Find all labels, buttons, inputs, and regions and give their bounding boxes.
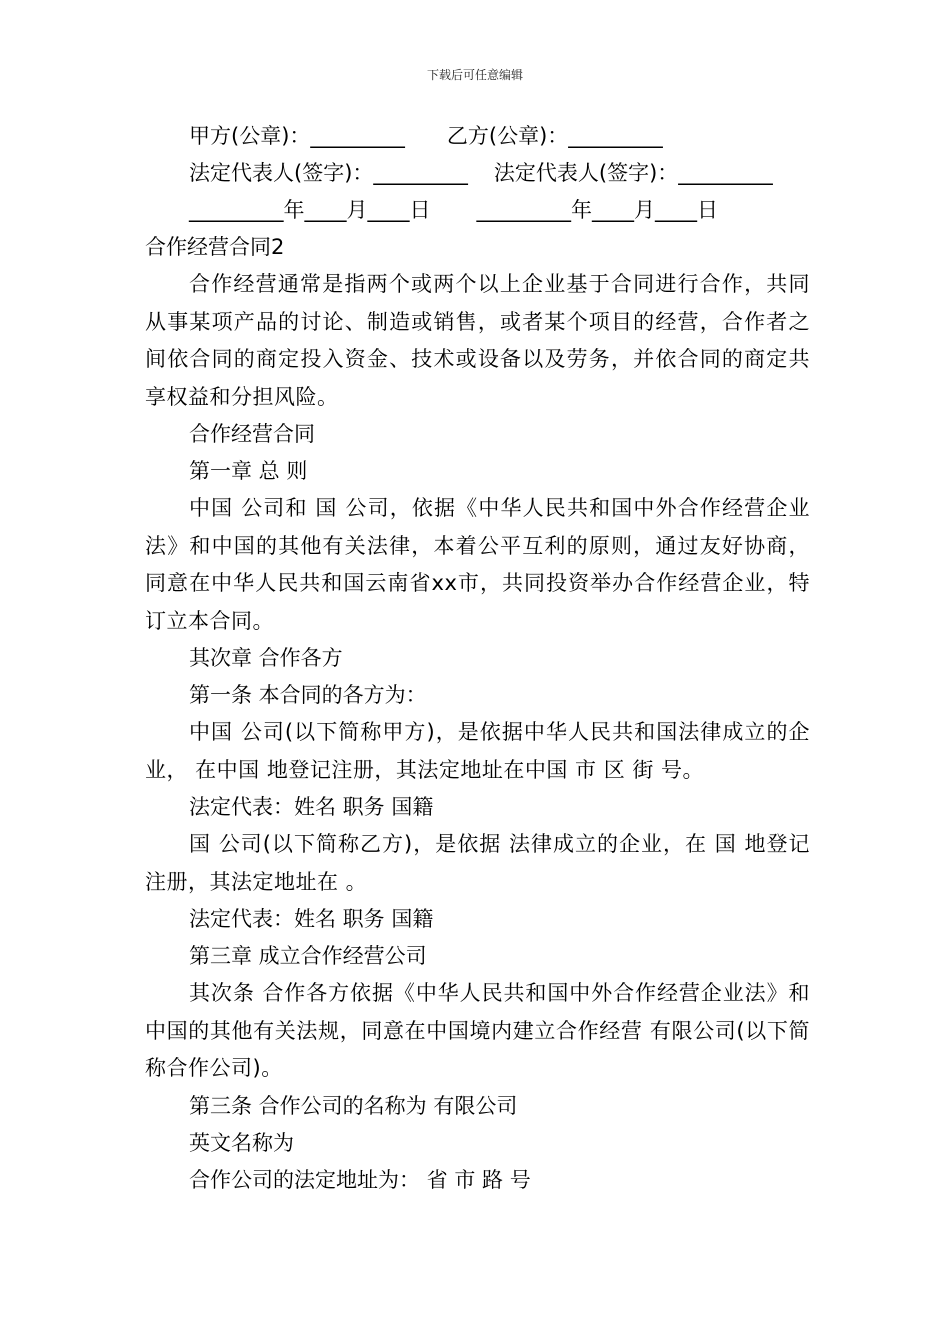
legal-address-line: 合作公司的法定地址为： 省 市 路 号 xyxy=(189,1167,531,1192)
party-b-rep-line: 法定代表人(签字)：_________ xyxy=(493,161,773,185)
article2-paragraph: 其次条 合作各方依据《中华人民共和国中外合作经营企业法》和中国的其他有关法规，同意在中国境内建立合作经营 有限公司(以下简称合作公司)。 xyxy=(145,981,810,1080)
intro-paragraph: 合作经营通常是指两个或两个以上企业基于合同进行合作，共同从事某项产品的讨论、制造或销售，或者某个项目的经营，合作者之间依合同的商定投入资金、技术或设备以及劳务，并依合同的商定共享权益和分担风险。 xyxy=(145,272,810,409)
chapter1-title: 第一章 总 则 xyxy=(189,459,308,483)
signature-rep-row xyxy=(145,155,810,192)
party-a-date-line: _________年____月____日 xyxy=(189,198,431,222)
article3-heading: 第三条 合作公司的名称为 有限公司 xyxy=(189,1093,518,1118)
page-header-note: 下载后可任意编辑 xyxy=(426,68,523,82)
chapter2-title: 其次章 合作各方 xyxy=(189,646,343,670)
signature-seal-row xyxy=(145,118,810,155)
party-b-date-line: _________年____月____日 xyxy=(476,198,718,222)
signature-date-row xyxy=(145,192,810,229)
article1-heading: 第一条 本合同的各方为： xyxy=(189,683,427,707)
party-a-rep-info: 法定代表：姓名 职务 国籍 xyxy=(189,795,434,819)
chapter1-paragraph: 中国 公司和 国 公司，依据《中华人民共和国中外合作经营企业法》和中国的其他有关法律，本着公平互利的原则，通过友好协商，同意在中华人民共和国云南省xx市，共同投资举办合作经营企业，特订立本合同。 xyxy=(145,496,810,633)
party-a-paragraph: 中国 公司(以下简称甲方)，是依据中华人民共和国法律成立的企业， 在中国 地登记注册，其法定地址在中国 市 区 街 号。 xyxy=(145,720,810,782)
chapter3-title: 第三章 成立合作经营公司 xyxy=(189,944,427,968)
contract-title: 合作经营合同 xyxy=(189,422,315,446)
party-b-paragraph: 国 公司(以下简称乙方)，是依据 法律成立的企业，在 国 地登记注册，其法定地址在 。 xyxy=(145,832,810,894)
party-a-seal-line: 甲方(公章)：_________ xyxy=(189,124,405,148)
document-body xyxy=(145,118,810,1199)
party-a-rep-line: 法定代表人(签字)：_________ xyxy=(189,161,468,185)
section-title: 合作经营合同2 xyxy=(145,235,285,259)
english-name-line: 英文名称为 xyxy=(189,1130,294,1155)
party-b-seal-line: 乙方(公章)：_________ xyxy=(446,124,663,148)
party-b-rep-info: 法定代表：姓名 职务 国籍 xyxy=(189,907,434,931)
